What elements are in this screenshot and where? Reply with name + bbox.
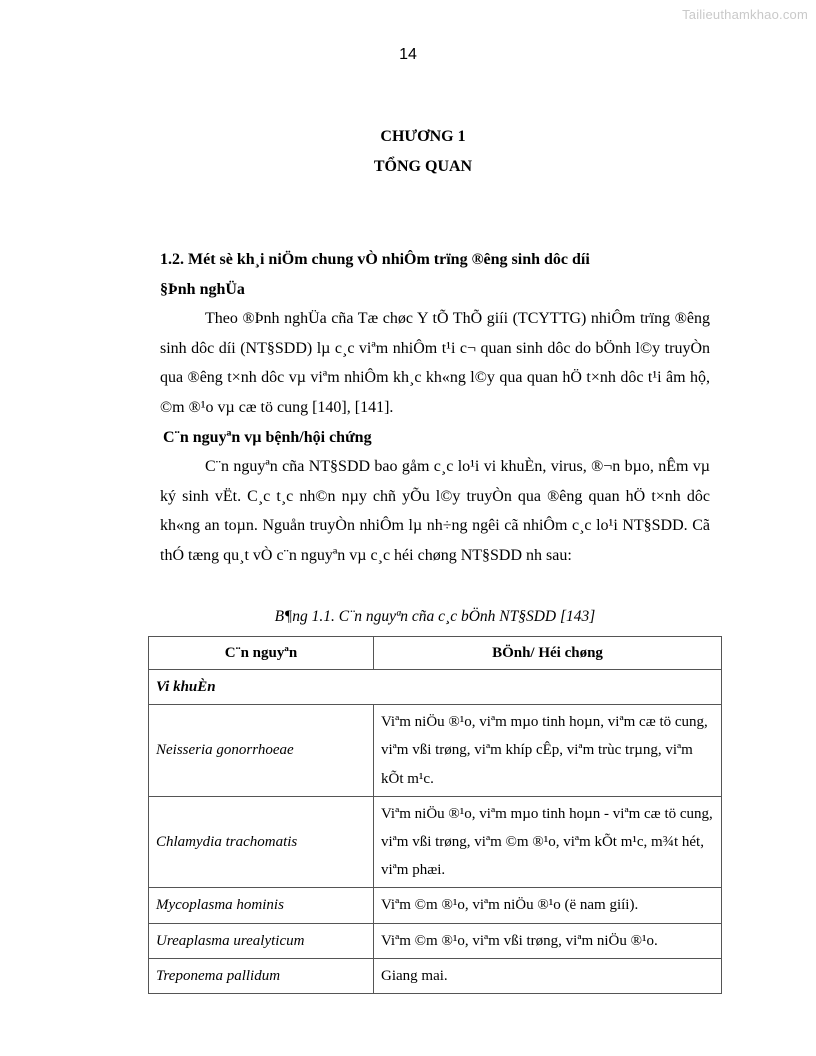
category-label: Vi khuÈn — [149, 670, 722, 705]
agent-cell: Treponema pallidum — [149, 958, 374, 993]
table-row — [149, 888, 722, 923]
table-header-row — [149, 637, 722, 670]
disease-cell: Viªm niÖu ®¹o, viªm mµo tinh hoµn, viªm cæ tö cung, viªm vßi trøng, viªm khíp cÊp, viªm trùc trµng, viªm kÕt m¹c. — [374, 705, 722, 797]
page-number: 14 — [399, 46, 417, 63]
agent-cell: Chlamydia trachomatis — [149, 796, 374, 888]
category-row — [149, 670, 722, 705]
chapter-number: CHƯƠNG 1 — [380, 128, 466, 145]
definition-heading: §Þnh nghÜa — [160, 280, 245, 298]
definition-paragraph: Theo ®Þnh nghÜa cña Tæ chøc Y tÕ ThÕ giíi (TCYTTG) nhiÔm trïng ®êng sinh dôc díi (NT§SDD) lµ c¸c viªm nhiÔm t¹i c¬ quan sinh dôc do bÖnh l©y truyÒn qua ®êng t×nh dôc vµ viªm nhiÔm kh¸c kh«ng l©y qua quan hÖ t×nh dôc t¹i âm hộ, ©m ®¹o vµ cæ tö cung [140], [141]. — [160, 310, 710, 416]
table-row — [149, 705, 722, 797]
disease-cell: Giang mai. — [374, 958, 722, 993]
etiology-table — [148, 636, 722, 994]
agent-cell: Ureaplasma urealyticum — [149, 923, 374, 958]
agent-cell: Mycoplasma hominis — [149, 888, 374, 923]
disease-cell: Viªm ©m ®¹o, viªm niÖu ®¹o (ë nam giíi). — [374, 888, 722, 923]
agent-cell: Neisseria gonorrhoeae — [149, 705, 374, 797]
table-caption: B¶ng 1.1. C¨n nguyªn cña c¸c bÖnh NT§SDD [143] — [274, 608, 596, 625]
table-row — [149, 923, 722, 958]
body-content — [160, 245, 710, 571]
disease-cell: Viªm ©m ®¹o, viªm vßi trøng, viªm niÖu ®¹o. — [374, 923, 722, 958]
table-row — [149, 958, 722, 993]
watermark: Tailieuthamkhao.com — [682, 7, 808, 22]
chapter-title: TỔNG QUAN — [373, 158, 473, 175]
table-row — [149, 796, 722, 888]
section-heading: 1.2. Mét sè kh¸i niÖm chung vÒ nhiÔm trïng ®êng sinh dôc díi — [160, 251, 590, 268]
header-disease: BÖnh/ Héi chøng — [374, 637, 722, 670]
header-agent: C¨n nguyªn — [149, 637, 374, 670]
etiology-paragraph: C¨n nguyªn cña NT§SDD bao gåm c¸c lo¹i vi khuÈn, virus, ®¬n bµo, nÊm vµ ký sinh vËt. C¸c t¸c nh©n nµy chñ yÕu l©y truyÒn qua ®êng quan hÖ t×nh dôc kh«ng an toµn. Nguån truyÒn nhiÔm lµ nh÷ng ngêi cã nhiÔm c¸c lo¹i NT§SDD. Cã thÓ tæng qu¸t vÒ c¨n nguyªn vµ c¸c héi chøng NT§SDD nh sau: — [160, 458, 710, 564]
disease-cell: Viªm niÖu ®¹o, viªm mµo tinh hoµn - viªm cæ tö cung, viªm vßi trøng, viªm ©m ®¹o, viªm kÕt m¹c, m¾t hét, viªm phæi. — [374, 796, 722, 888]
etiology-heading: C¨n nguyªn vµ bệnh/hội chứng — [163, 428, 372, 446]
